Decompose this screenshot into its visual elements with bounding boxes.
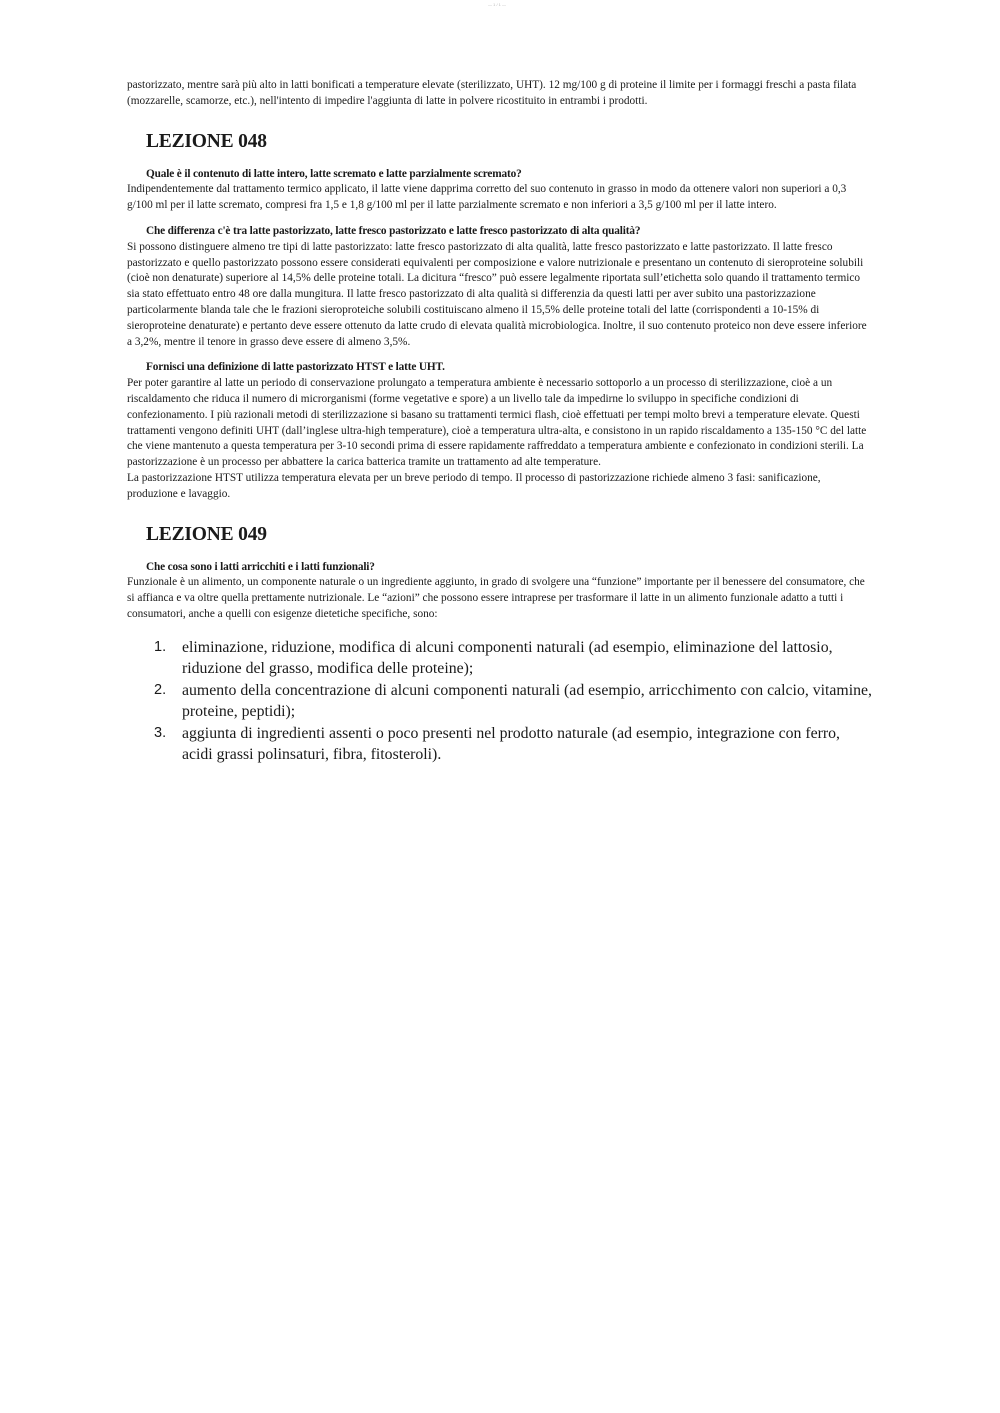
lesson-049-section bbox=[127, 523, 872, 765]
page-header-mark: — 1 / 1 — bbox=[488, 2, 507, 7]
answer-pasteurized-difference: Si possono distinguere almeno tre tipi di latte pastorizzato: latte fresco pastorizzato di alta qualità, latte fresco pastorizzato e latte pastorizzato. Il latte fresco pastorizzato e quello pastorizzato possono essere considerati equivalenti per composizione e valore nutrizionale e presentano un contenuto di sieroproteine solubili (cioè non denaturate) superiore al 14,5% delle proteine totali. La dicitura “fresco” può essere legalmente riportata sull’etichetta solo quando il trattamento termico sia stato effettuato entro 48 ore dalla mungitura. Il latte fresco pastorizzato di alta qualità si differenzia da questi latti per aver subito una pastorizzazione particolarmente blanda tale che le frazioni sieroproteiche solubili costituiscano almeno il 15,5% delle proteine totali del latte (corrispondenti a 10-15% di sieroproteine denaturate) e pertanto deve essere ottenuto da latte crudo di elevata qualità microbiologica. Inoltre, il suo contenuto proteico non deve essere inferiore a 3,2%, mentre il tenore in grasso deve essere di almeno 3,5%. bbox=[127, 240, 867, 348]
list-item bbox=[127, 723, 872, 765]
question-functional-milk: Che cosa sono i latti arricchiti e i latti funzionali? bbox=[146, 560, 375, 573]
intro-paragraph: pastorizzato, mentre sarà più alto in latti bonificati a temperature elevate (sterilizzato, UHT). 12 mg/100 g di proteine il limite per i formaggi freschi a pasta filata (mozzarelle, scamorze, etc.), nell'intento di impedire l'aggiunta di latte in polvere ricostituito in entrambi i prodotti. bbox=[127, 79, 857, 107]
lesson-048-section bbox=[127, 130, 872, 503]
lesson-048-title: LEZIONE 048 bbox=[146, 130, 267, 152]
list-item bbox=[127, 680, 872, 722]
list-item-number: 2. bbox=[154, 681, 167, 698]
question-milk-fat-content: Quale è il contenuto di latte intero, latte scremato e latte parzialmente scremato? bbox=[146, 167, 522, 180]
question-htst-uht-definition: Fornisci una definizione di latte pastorizzato HTST e latte UHT. bbox=[146, 361, 445, 374]
list-item-text: aumento della concentrazione di alcuni componenti naturali (ad esempio, arricchimento con calcio, vitamine, proteine, peptidi); bbox=[182, 681, 872, 720]
list-item bbox=[127, 637, 872, 679]
functional-actions-list bbox=[127, 637, 872, 765]
answer-milk-fat-content: Indipendentemente dal trattamento termico applicato, il latte viene dapprima corretto del suo contenuto in grasso in modo da ottenere valori non superiori a 0,3 g/100 ml per il latte scremato, compresi fra 1,5 e 1,8 g/100 ml per il latte parzialmente scremato e non inferiori a 3,5 g/100 ml per il latte intero. bbox=[127, 183, 847, 212]
question-pasteurized-difference: Che differenza c'è tra latte pastorizzato, latte fresco pastorizzato e latte fresco pastorizzato di alta qualità? bbox=[146, 224, 641, 237]
lesson-049-title: LEZIONE 049 bbox=[146, 523, 267, 545]
answer-htst-uht-definition: Per poter garantire al latte un periodo di conservazione prolungato a temperatura ambiente è necessario sottoporlo a un processo di sterilizzazione, cioè a un riscaldamento che riduca il numero di microrganismi (forme vegetative e spore) a un livello tale da impedirne lo sviluppo in specifiche condizioni di confezionamento. I più razionali metodi di sterilizzazione si basano su trattamenti termici flash, cioè effettuati per tempi molto brevi a temperature elevate. Questi trattamenti vengono definiti UHT (dall’inglese ultra-high temperature), cioè a temperatura ultra-alta, e consistono in un rapido riscaldamento a 135-150 °C del latte che viene mantenuto a questa temperatura per 3-10 secondi prima di essere rapidamente raffreddato a temperatura ambiente e confezionato in condizioni sterili. La pastorizzazione è un processo per abbattere la carica batterica tramite un trattamento ad alte temperature. bbox=[127, 377, 867, 469]
answer-htst-uht-definition-continued: La pastorizzazione HTST utilizza temperatura elevata per un breve periodo di tempo. Il processo di pastorizzazione richiede almeno 3 fasi: sanificazione, produzione e lavaggio. bbox=[127, 471, 821, 500]
list-item-number: 3. bbox=[154, 724, 167, 741]
list-item-text: aggiunta di ingredienti assenti o poco presenti nel prodotto naturale (ad esempio, integrazione con ferro, acidi grassi polinsaturi, fibra, fitosteroli). bbox=[182, 724, 840, 763]
document-page bbox=[127, 78, 872, 766]
answer-functional-milk: Funzionale è un alimento, un componente naturale o un ingrediente aggiunto, in grado di svolgere una “funzione” importante per il benessere del consumatore, che si affianca e va oltre quella prettamente nutrizionale. Le “azioni” che possono essere intraprese per trasformare il latte in un alimento funzionale adatto a tutti i consumatori, anche a quelli con esigenze dietetiche specifiche, sono: bbox=[127, 576, 865, 620]
list-item-number: 1. bbox=[154, 638, 167, 655]
list-item-text: eliminazione, riduzione, modifica di alcuni componenti naturali (ad esempio, eliminazione del lattosio, riduzione del grasso, modifica delle proteine); bbox=[182, 638, 833, 677]
